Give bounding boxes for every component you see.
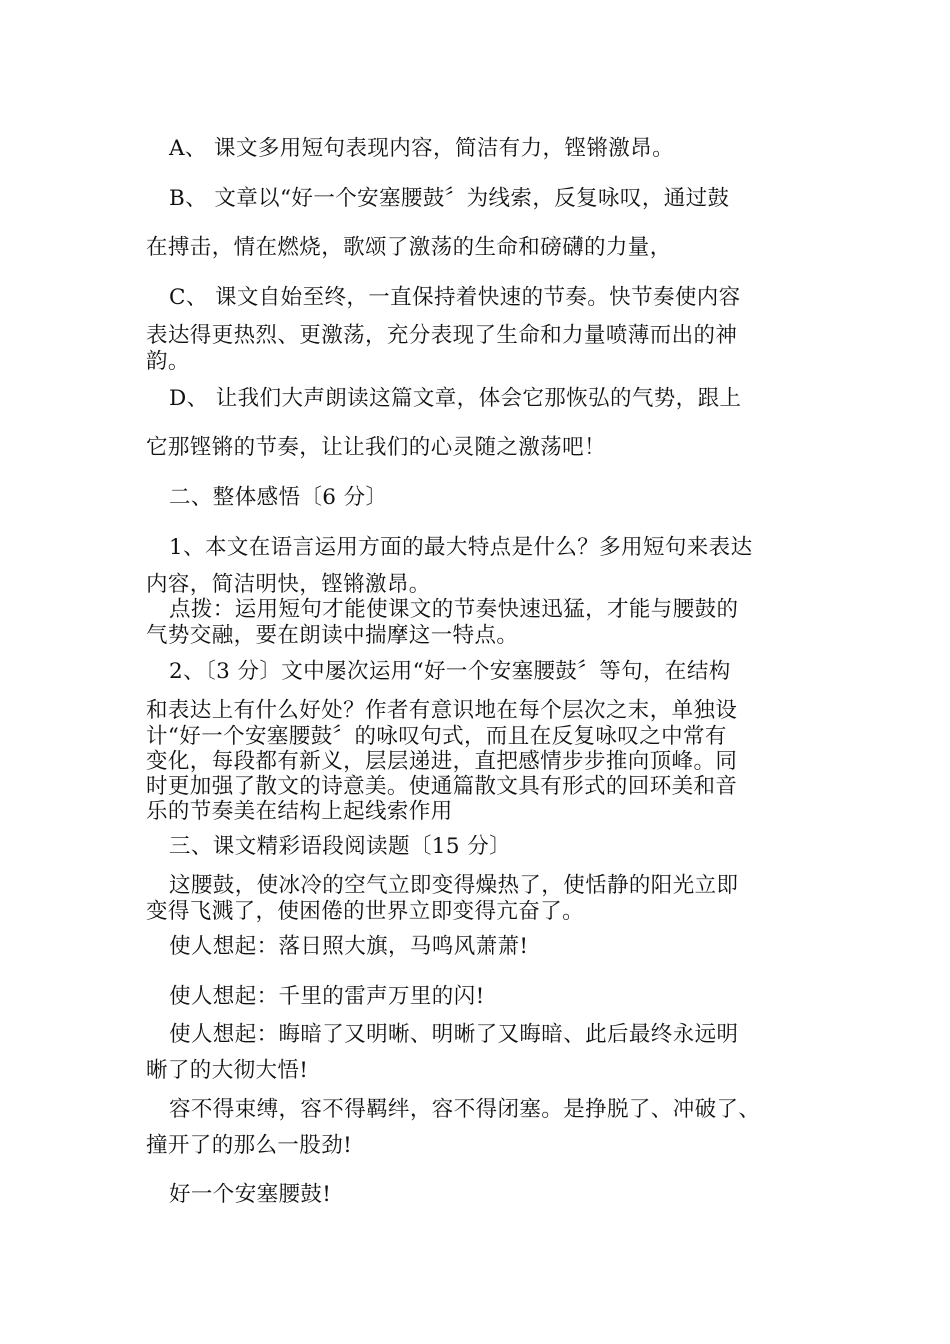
section-heading-3: 三、课文精彩语段阅读题〔15 分〕 (169, 834, 511, 859)
passage-line-5: 使人想起：晦暗了又明晰、明晰了又晦暗、此后最终永远明 (169, 1022, 739, 1047)
passage-line-7: 容不得束缚，容不得羁绊，容不得闭塞。是挣脱了、冲破了、 (169, 1097, 761, 1122)
option-c-line-2: 表达得更热烈、更激荡，充分表现了生命和力量喷薄而出的神 (146, 323, 738, 348)
option-a: A、 课文多用短句表现内容，简洁有力，铿锵激昂。 (169, 136, 674, 161)
passage-line-1: 这腰鼓，使冰冷的空气立即变得燥热了，使恬静的阳光立即 (169, 873, 739, 898)
question-2-line-1: 2、〔3 分〕文中屡次运用“好一个安塞腰鼓〞等句，在结构 (169, 659, 731, 684)
passage-line-4: 使人想起：千里的雷声万里的闪! (169, 984, 485, 1009)
passage-line-8: 撞开了的那么一股劲! (146, 1133, 353, 1158)
hint-line-1: 点拨：运用短句才能使课文的节奏快速迅猛，才能与腰鼓的 (169, 597, 739, 622)
question-2-line-4: 变化，每段都有新义，层层递进，直把感情步步推向顶峰。同 (146, 749, 738, 774)
passage-line-9: 好一个安塞腰鼓! (169, 1182, 332, 1207)
option-c-line-1: C、 课文自始至终，一直保持着快速的节奏。快节奏使内容 (169, 285, 741, 310)
option-d-line-1: D、 让我们大声朗读这篇文章，体会它那恢弘的气势，跟上 (169, 386, 742, 411)
option-d-line-2: 它那铿锵的节奏，让让我们的心灵随之激荡吧！ (146, 435, 606, 460)
passage-line-2: 变得飞溅了，使困倦的世界立即变得亢奋了。 (146, 899, 585, 924)
question-2-line-3: 计“好一个安塞腰鼓〞的咏叹句式，而且在反复咏叹之中常有 (146, 724, 727, 749)
hint-line-2: 气势交融，要在朗读中揣摩这一特点。 (146, 623, 519, 648)
passage-line-3: 使人想起：落日照大旗，马鸣风萧萧! (169, 934, 529, 959)
section-heading-2: 二、整体感悟〔6 分〕 (169, 485, 388, 510)
question-2-line-5: 时更加强了散文的诗意美。使通篇散文具有形式的回环美和音 (146, 774, 738, 799)
question-1-line-1: 1、本文在语言运用方面的最大特点是什么？多用短句来表达 (169, 535, 753, 560)
option-c-line-3: 韵。 (146, 349, 190, 374)
option-b-line-2: 在搏击，情在燃烧，歌颂了激荡的生命和磅礴的力量， (146, 235, 672, 260)
passage-line-6: 晰了的大彻大悟! (146, 1058, 309, 1083)
question-1-line-2: 内容，简洁明快，铿锵激昂。 (146, 572, 431, 597)
option-b-line-1: B、 文章以“好一个安塞腰鼓〞为线索，反复咏叹，通过鼓 (169, 186, 730, 211)
question-2-line-6: 乐的节奏美在结构上起线索作用 (146, 799, 453, 824)
question-2-line-2: 和表达上有什么好处？作者有意识地在每个层次之末，单独设 (146, 698, 738, 723)
